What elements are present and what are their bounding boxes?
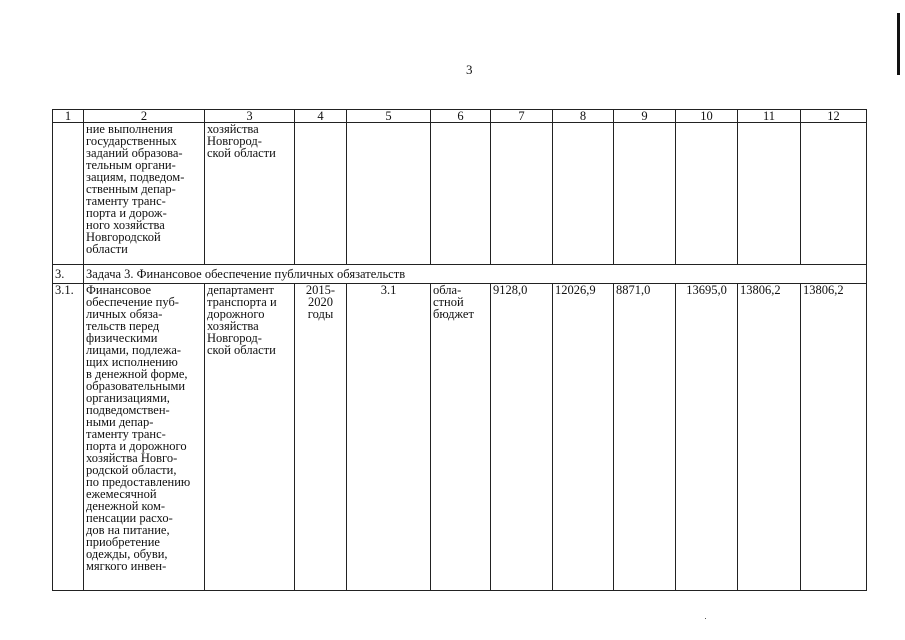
item-period-cell: 2015- 2020 годы	[295, 284, 347, 591]
empty-cell	[553, 123, 614, 265]
continuation-row	[53, 123, 867, 265]
item-value-cell: 13695,0	[676, 284, 738, 591]
item-value-cell: 8871,0	[614, 284, 676, 591]
item-source-cell: обла- стной бюджет	[431, 284, 491, 591]
page-number: 3	[466, 62, 473, 77]
header-cell: 1	[53, 110, 84, 123]
header-cell: 12	[801, 110, 867, 123]
item-value-cell: 12026,9	[553, 284, 614, 591]
header-cell: 10	[676, 110, 738, 123]
header-cell: 4	[295, 110, 347, 123]
item-value-cell: 9128,0	[491, 284, 553, 591]
header-cell: 2	[84, 110, 205, 123]
item-value-cell: 13806,2	[738, 284, 801, 591]
empty-cell	[347, 123, 431, 265]
header-cell: 3	[205, 110, 295, 123]
margin-rule	[897, 13, 900, 75]
measure-name-cell: ние выполнения государственных заданий образова- тельным органи- зациям, подведом- ственным депар- таменту транс- порта и дорож- ного хозяйства Новгородской области	[84, 123, 205, 265]
empty-cell	[431, 123, 491, 265]
task-title-cell: Задача 3. Финансовое обеспечение публичных обязательств	[84, 265, 867, 284]
item-row	[53, 284, 867, 591]
item-target-cell: 3.1	[347, 284, 431, 591]
document-table	[52, 109, 867, 591]
header-cell: 11	[738, 110, 801, 123]
item-executor-cell: департамент транспорта и дорожного хозяйства Новгород- ской области	[205, 284, 295, 591]
header-cell: 8	[553, 110, 614, 123]
header-cell: 5	[347, 110, 431, 123]
item-name-cell: Финансовое обеспечение пуб- личных обяза- тельств перед физическими лицами, подлежа- щих исполнению в денежной форме, образовательными организациями, подведомствен- ными депар- таменту транс- порта и дорожного хозяйства Новго- родской области, по предоставлению ежемесячной денежной ком- пенсации расхо- дов на питание, приобретение одежды, обуви, мягкого инвен-	[84, 284, 205, 591]
task-number-cell: 3.	[53, 265, 84, 284]
empty-cell	[614, 123, 676, 265]
header-cell: 9	[614, 110, 676, 123]
header-row	[53, 110, 867, 123]
empty-cell	[801, 123, 867, 265]
task-row	[53, 265, 867, 284]
item-number-cell: 3.1.	[53, 284, 84, 591]
scan-speck	[705, 618, 706, 619]
item-value-cell: 13806,2	[801, 284, 867, 591]
header-cell: 6	[431, 110, 491, 123]
header-cell: 7	[491, 110, 553, 123]
empty-cell	[295, 123, 347, 265]
empty-cell	[491, 123, 553, 265]
row-number-cell	[53, 123, 84, 265]
empty-cell	[676, 123, 738, 265]
empty-cell	[738, 123, 801, 265]
executor-cell: хозяйства Новгород- ской области	[205, 123, 295, 265]
